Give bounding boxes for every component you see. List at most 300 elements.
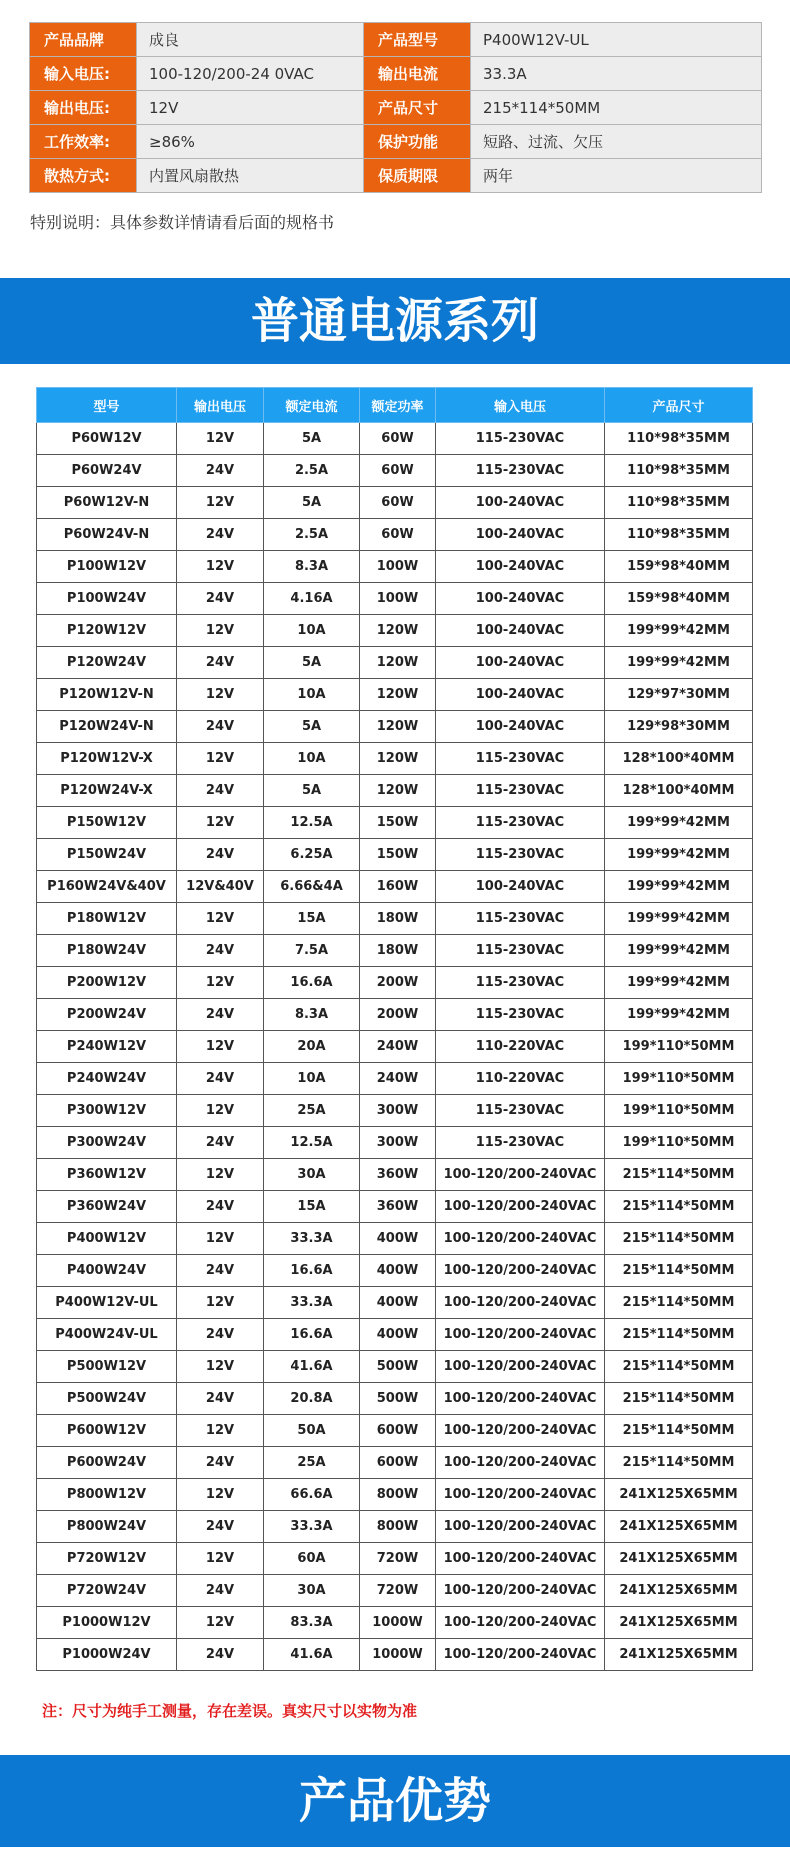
- table-cell: 12V: [177, 807, 264, 839]
- table-cell: 800W: [360, 1511, 436, 1543]
- table-cell: 199*99*42MM: [605, 999, 753, 1031]
- table-cell: P100W24V: [37, 583, 177, 615]
- table-cell: P720W24V: [37, 1575, 177, 1607]
- table-row: [37, 679, 753, 711]
- table-cell: 129*97*30MM: [605, 679, 753, 711]
- table-cell: 128*100*40MM: [605, 775, 753, 807]
- table-cell: 240W: [360, 1031, 436, 1063]
- table-cell: 20.8A: [264, 1383, 360, 1415]
- table-cell: 24V: [177, 1319, 264, 1351]
- table-cell: P300W24V: [37, 1127, 177, 1159]
- table-cell: P200W12V: [37, 967, 177, 999]
- table-cell: P1000W12V: [37, 1607, 177, 1639]
- table-cell: 100-120/200-240VAC: [436, 1223, 605, 1255]
- table-cell: P360W12V: [37, 1159, 177, 1191]
- table-row: [37, 1063, 753, 1095]
- table-cell: 115-230VAC: [436, 999, 605, 1031]
- table-row: [37, 743, 753, 775]
- table-cell: 500W: [360, 1383, 436, 1415]
- table-row: [37, 519, 753, 551]
- spec-value: ≥86%: [137, 125, 364, 159]
- table-cell: 10A: [264, 679, 360, 711]
- table-cell: 16.6A: [264, 1255, 360, 1287]
- table-row: [37, 551, 753, 583]
- table-cell: 5A: [264, 775, 360, 807]
- table-row: [37, 1415, 753, 1447]
- table-row: [37, 615, 753, 647]
- spec-value: 12V: [137, 91, 364, 125]
- table-cell: 5A: [264, 711, 360, 743]
- table-cell: 83.3A: [264, 1607, 360, 1639]
- column-header: 输入电压: [436, 388, 605, 423]
- table-cell: 12V: [177, 615, 264, 647]
- table-cell: 8.3A: [264, 999, 360, 1031]
- table-row: [37, 1255, 753, 1287]
- table-cell: 24V: [177, 1383, 264, 1415]
- table-cell: 12V: [177, 1479, 264, 1511]
- table-cell: 241X125X65MM: [605, 1575, 753, 1607]
- table-cell: 199*110*50MM: [605, 1127, 753, 1159]
- table-cell: 12V: [177, 1223, 264, 1255]
- table-cell: 215*114*50MM: [605, 1287, 753, 1319]
- spec-row: [30, 159, 762, 193]
- table-cell: 100W: [360, 583, 436, 615]
- table-cell: 360W: [360, 1191, 436, 1223]
- table-cell: 24V: [177, 775, 264, 807]
- spec-value: 成良: [137, 23, 364, 57]
- table-cell: 100-120/200-240VAC: [436, 1159, 605, 1191]
- table-cell: P100W12V: [37, 551, 177, 583]
- table-row: [37, 775, 753, 807]
- table-row: [37, 1031, 753, 1063]
- table-cell: 120W: [360, 775, 436, 807]
- table-cell: 100-120/200-240VAC: [436, 1191, 605, 1223]
- table-cell: 60A: [264, 1543, 360, 1575]
- table-cell: 100-120/200-240VAC: [436, 1479, 605, 1511]
- table-cell: 1000W: [360, 1607, 436, 1639]
- table-cell: 24V: [177, 935, 264, 967]
- table-cell: 33.3A: [264, 1287, 360, 1319]
- table-row: [37, 1543, 753, 1575]
- table-cell: 400W: [360, 1287, 436, 1319]
- table-cell: 24V: [177, 1191, 264, 1223]
- table-row: [37, 871, 753, 903]
- table-cell: 115-230VAC: [436, 807, 605, 839]
- table-cell: 50A: [264, 1415, 360, 1447]
- table-cell: P240W12V: [37, 1031, 177, 1063]
- spec-label: 产品型号: [364, 23, 471, 57]
- table-cell: 24V: [177, 1063, 264, 1095]
- table-cell: 600W: [360, 1447, 436, 1479]
- spec-value: 两年: [471, 159, 762, 193]
- table-cell: 241X125X65MM: [605, 1607, 753, 1639]
- table-cell: P120W24V-X: [37, 775, 177, 807]
- spec-value: 215*114*50MM: [471, 91, 762, 125]
- table-cell: 200W: [360, 967, 436, 999]
- table-cell: 15A: [264, 903, 360, 935]
- table-cell: 129*98*30MM: [605, 711, 753, 743]
- table-cell: P160W24V&40V: [37, 871, 177, 903]
- table-cell: P150W24V: [37, 839, 177, 871]
- table-cell: 100-240VAC: [436, 615, 605, 647]
- table-cell: 720W: [360, 1575, 436, 1607]
- table-cell: 215*114*50MM: [605, 1223, 753, 1255]
- column-header: 额定电流: [264, 388, 360, 423]
- table-cell: 300W: [360, 1095, 436, 1127]
- table-cell: 215*114*50MM: [605, 1447, 753, 1479]
- table-cell: 215*114*50MM: [605, 1415, 753, 1447]
- table-cell: 12V: [177, 1287, 264, 1319]
- table-cell: 199*99*42MM: [605, 839, 753, 871]
- table-row: [37, 1447, 753, 1479]
- table-cell: 10A: [264, 1063, 360, 1095]
- table-cell: 110-220VAC: [436, 1063, 605, 1095]
- table-cell: 12V: [177, 679, 264, 711]
- table-cell: 100-120/200-240VAC: [436, 1287, 605, 1319]
- table-cell: P500W12V: [37, 1351, 177, 1383]
- table-cell: 12V: [177, 1543, 264, 1575]
- table-cell: 24V: [177, 1255, 264, 1287]
- table-cell: 120W: [360, 743, 436, 775]
- table-cell: 215*114*50MM: [605, 1351, 753, 1383]
- table-cell: 24V: [177, 711, 264, 743]
- table-cell: 12V: [177, 1159, 264, 1191]
- table-cell: 120W: [360, 711, 436, 743]
- table-cell: 720W: [360, 1543, 436, 1575]
- table-cell: 16.6A: [264, 967, 360, 999]
- table-row: [37, 1351, 753, 1383]
- table-cell: 12V: [177, 903, 264, 935]
- table-row: [37, 1511, 753, 1543]
- product-list-table: [36, 387, 753, 1671]
- table-cell: 110*98*35MM: [605, 519, 753, 551]
- spec-label: 输出电流: [364, 57, 471, 91]
- table-cell: 24V: [177, 1447, 264, 1479]
- table-cell: P800W12V: [37, 1479, 177, 1511]
- table-cell: P120W12V: [37, 615, 177, 647]
- table-cell: 100-120/200-240VAC: [436, 1639, 605, 1671]
- table-cell: 199*110*50MM: [605, 1095, 753, 1127]
- table-row: [37, 711, 753, 743]
- table-cell: 800W: [360, 1479, 436, 1511]
- spec-label: 散热方式:: [30, 159, 137, 193]
- spec-label: 保护功能: [364, 125, 471, 159]
- table-cell: 400W: [360, 1319, 436, 1351]
- special-note: 特别说明：具体参数详情请看后面的规格书: [30, 213, 335, 232]
- table-cell: 100-240VAC: [436, 711, 605, 743]
- table-cell: 24V: [177, 583, 264, 615]
- table-cell: P500W24V: [37, 1383, 177, 1415]
- table-cell: 600W: [360, 1415, 436, 1447]
- table-cell: P60W24V-N: [37, 519, 177, 551]
- spec-value: P400W12V-UL: [471, 23, 762, 57]
- table-cell: 100-240VAC: [436, 871, 605, 903]
- table-cell: P600W12V: [37, 1415, 177, 1447]
- table-cell: 100-120/200-240VAC: [436, 1351, 605, 1383]
- table-cell: 100-240VAC: [436, 487, 605, 519]
- table-cell: 400W: [360, 1223, 436, 1255]
- table-cell: P400W24V: [37, 1255, 177, 1287]
- spec-value: 100-120/200-24 0VAC: [137, 57, 364, 91]
- table-cell: 360W: [360, 1159, 436, 1191]
- table-cell: 199*99*42MM: [605, 935, 753, 967]
- table-cell: 24V: [177, 1127, 264, 1159]
- table-cell: 100-240VAC: [436, 551, 605, 583]
- table-cell: P600W24V: [37, 1447, 177, 1479]
- table-cell: 110*98*35MM: [605, 423, 753, 455]
- table-cell: 240W: [360, 1063, 436, 1095]
- table-cell: P120W24V: [37, 647, 177, 679]
- table-cell: 199*99*42MM: [605, 647, 753, 679]
- table-cell: 24V: [177, 647, 264, 679]
- table-row: [37, 1159, 753, 1191]
- table-cell: 115-230VAC: [436, 743, 605, 775]
- table-cell: P360W24V: [37, 1191, 177, 1223]
- table-cell: 1000W: [360, 1639, 436, 1671]
- table-row: [37, 1639, 753, 1671]
- spec-label: 产品尺寸: [364, 91, 471, 125]
- table-cell: 5A: [264, 423, 360, 455]
- table-cell: 100-240VAC: [436, 679, 605, 711]
- table-row: [37, 1095, 753, 1127]
- table-cell: 16.6A: [264, 1319, 360, 1351]
- table-row: [37, 903, 753, 935]
- table-row: [37, 647, 753, 679]
- table-cell: P240W24V: [37, 1063, 177, 1095]
- table-cell: 66.6A: [264, 1479, 360, 1511]
- table-cell: 241X125X65MM: [605, 1639, 753, 1671]
- spec-label: 保质期限: [364, 159, 471, 193]
- table-cell: P300W12V: [37, 1095, 177, 1127]
- table-cell: 2.5A: [264, 519, 360, 551]
- spec-row: [30, 57, 762, 91]
- table-cell: 115-230VAC: [436, 1127, 605, 1159]
- table-cell: 12.5A: [264, 807, 360, 839]
- table-row: [37, 455, 753, 487]
- table-row: [37, 1319, 753, 1351]
- table-row: [37, 1383, 753, 1415]
- table-cell: P60W24V: [37, 455, 177, 487]
- table-cell: 2.5A: [264, 455, 360, 487]
- spec-row: [30, 125, 762, 159]
- table-row: [37, 1607, 753, 1639]
- table-cell: 115-230VAC: [436, 775, 605, 807]
- table-cell: 12V: [177, 1031, 264, 1063]
- table-cell: 4.16A: [264, 583, 360, 615]
- table-cell: 215*114*50MM: [605, 1319, 753, 1351]
- table-row: [37, 1287, 753, 1319]
- table-cell: 8.3A: [264, 551, 360, 583]
- table-cell: 30A: [264, 1575, 360, 1607]
- advantage-title-banner: 产品优势: [0, 1755, 790, 1847]
- table-cell: 12V&40V: [177, 871, 264, 903]
- column-header: 额定功率: [360, 388, 436, 423]
- table-cell: P400W24V-UL: [37, 1319, 177, 1351]
- table-cell: 12.5A: [264, 1127, 360, 1159]
- table-cell: 12V: [177, 1351, 264, 1383]
- table-header-row: [37, 388, 753, 423]
- table-row: [37, 1479, 753, 1511]
- table-cell: 30A: [264, 1159, 360, 1191]
- table-cell: 241X125X65MM: [605, 1479, 753, 1511]
- table-cell: 24V: [177, 519, 264, 551]
- table-cell: 41.6A: [264, 1351, 360, 1383]
- spec-label: 工作效率:: [30, 125, 137, 159]
- table-cell: 160W: [360, 871, 436, 903]
- table-cell: 241X125X65MM: [605, 1511, 753, 1543]
- spec-row: [30, 23, 762, 57]
- table-cell: 10A: [264, 615, 360, 647]
- spec-row: [30, 91, 762, 125]
- table-cell: 159*98*40MM: [605, 551, 753, 583]
- spec-value: 短路、过流、欠压: [471, 125, 762, 159]
- table-cell: 60W: [360, 487, 436, 519]
- table-cell: 199*110*50MM: [605, 1063, 753, 1095]
- table-cell: 128*100*40MM: [605, 743, 753, 775]
- table-cell: 100-120/200-240VAC: [436, 1319, 605, 1351]
- table-cell: 180W: [360, 935, 436, 967]
- column-header: 型号: [37, 388, 177, 423]
- table-cell: 100-120/200-240VAC: [436, 1255, 605, 1287]
- table-cell: 100-240VAC: [436, 647, 605, 679]
- table-row: [37, 807, 753, 839]
- table-cell: 180W: [360, 903, 436, 935]
- table-cell: P200W24V: [37, 999, 177, 1031]
- table-cell: 6.25A: [264, 839, 360, 871]
- table-cell: 12V: [177, 743, 264, 775]
- table-cell: P120W12V-N: [37, 679, 177, 711]
- table-cell: 400W: [360, 1255, 436, 1287]
- table-cell: 24V: [177, 839, 264, 871]
- table-cell: 12V: [177, 1095, 264, 1127]
- table-cell: 24V: [177, 1511, 264, 1543]
- spec-label: 输出电压:: [30, 91, 137, 125]
- table-cell: 199*99*42MM: [605, 903, 753, 935]
- table-row: [37, 999, 753, 1031]
- table-cell: 120W: [360, 679, 436, 711]
- table-cell: 199*99*42MM: [605, 615, 753, 647]
- table-cell: 100-120/200-240VAC: [436, 1447, 605, 1479]
- table-cell: 115-230VAC: [436, 935, 605, 967]
- table-cell: 12V: [177, 967, 264, 999]
- table-cell: 199*99*42MM: [605, 967, 753, 999]
- table-cell: 500W: [360, 1351, 436, 1383]
- table-cell: P60W12V-N: [37, 487, 177, 519]
- table-cell: 24V: [177, 1639, 264, 1671]
- table-cell: 60W: [360, 455, 436, 487]
- table-row: [37, 1191, 753, 1223]
- table-cell: 25A: [264, 1447, 360, 1479]
- table-cell: 115-230VAC: [436, 423, 605, 455]
- spec-value: 内置风扇散热: [137, 159, 364, 193]
- table-cell: 24V: [177, 1575, 264, 1607]
- table-cell: P180W12V: [37, 903, 177, 935]
- table-cell: 150W: [360, 839, 436, 871]
- table-cell: 60W: [360, 423, 436, 455]
- table-cell: 100-120/200-240VAC: [436, 1511, 605, 1543]
- table-cell: 12V: [177, 1607, 264, 1639]
- column-header: 输出电压: [177, 388, 264, 423]
- table-cell: 110-220VAC: [436, 1031, 605, 1063]
- size-note: 注：尺寸为纯手工测量，存在差误。真实尺寸以实物为准: [42, 1702, 418, 1720]
- table-cell: 20A: [264, 1031, 360, 1063]
- series-title-banner: 普通电源系列: [0, 278, 790, 364]
- table-cell: 12V: [177, 423, 264, 455]
- table-cell: P150W12V: [37, 807, 177, 839]
- table-row: [37, 583, 753, 615]
- table-cell: 199*99*42MM: [605, 871, 753, 903]
- column-header: 产品尺寸: [605, 388, 753, 423]
- table-cell: 100W: [360, 551, 436, 583]
- spec-table: [29, 22, 762, 193]
- table-row: [37, 423, 753, 455]
- table-cell: 100-120/200-240VAC: [436, 1543, 605, 1575]
- table-cell: 33.3A: [264, 1511, 360, 1543]
- table-cell: P180W24V: [37, 935, 177, 967]
- table-cell: 215*114*50MM: [605, 1383, 753, 1415]
- table-cell: 115-230VAC: [436, 455, 605, 487]
- table-cell: 15A: [264, 1191, 360, 1223]
- table-row: [37, 935, 753, 967]
- table-cell: 150W: [360, 807, 436, 839]
- table-cell: 12V: [177, 487, 264, 519]
- table-cell: 110*98*35MM: [605, 455, 753, 487]
- table-row: [37, 1575, 753, 1607]
- table-cell: 199*110*50MM: [605, 1031, 753, 1063]
- table-cell: 300W: [360, 1127, 436, 1159]
- table-cell: 215*114*50MM: [605, 1191, 753, 1223]
- table-cell: P120W24V-N: [37, 711, 177, 743]
- table-cell: 100-240VAC: [436, 583, 605, 615]
- table-cell: 24V: [177, 455, 264, 487]
- spec-label: 输入电压:: [30, 57, 137, 91]
- table-cell: P720W12V: [37, 1543, 177, 1575]
- table-cell: 100-120/200-240VAC: [436, 1607, 605, 1639]
- table-cell: 115-230VAC: [436, 967, 605, 999]
- table-cell: 215*114*50MM: [605, 1255, 753, 1287]
- table-cell: P800W24V: [37, 1511, 177, 1543]
- table-cell: 6.66&4A: [264, 871, 360, 903]
- table-cell: 7.5A: [264, 935, 360, 967]
- table-cell: 33.3A: [264, 1223, 360, 1255]
- table-cell: 120W: [360, 647, 436, 679]
- table-row: [37, 487, 753, 519]
- table-cell: 5A: [264, 647, 360, 679]
- table-cell: 215*114*50MM: [605, 1159, 753, 1191]
- table-cell: 200W: [360, 999, 436, 1031]
- table-cell: 115-230VAC: [436, 903, 605, 935]
- table-row: [37, 967, 753, 999]
- table-cell: 159*98*40MM: [605, 583, 753, 615]
- table-cell: 60W: [360, 519, 436, 551]
- table-cell: 25A: [264, 1095, 360, 1127]
- table-cell: 100-120/200-240VAC: [436, 1415, 605, 1447]
- table-cell: 100-120/200-240VAC: [436, 1383, 605, 1415]
- spec-label: 产品品牌: [30, 23, 137, 57]
- table-cell: 41.6A: [264, 1639, 360, 1671]
- table-cell: 10A: [264, 743, 360, 775]
- table-cell: 199*99*42MM: [605, 807, 753, 839]
- table-cell: 100-120/200-240VAC: [436, 1575, 605, 1607]
- table-row: [37, 1127, 753, 1159]
- table-cell: 115-230VAC: [436, 1095, 605, 1127]
- table-row: [37, 839, 753, 871]
- table-cell: P1000W24V: [37, 1639, 177, 1671]
- table-row: [37, 1223, 753, 1255]
- table-cell: 12V: [177, 1415, 264, 1447]
- table-cell: P400W12V-UL: [37, 1287, 177, 1319]
- table-cell: 115-230VAC: [436, 839, 605, 871]
